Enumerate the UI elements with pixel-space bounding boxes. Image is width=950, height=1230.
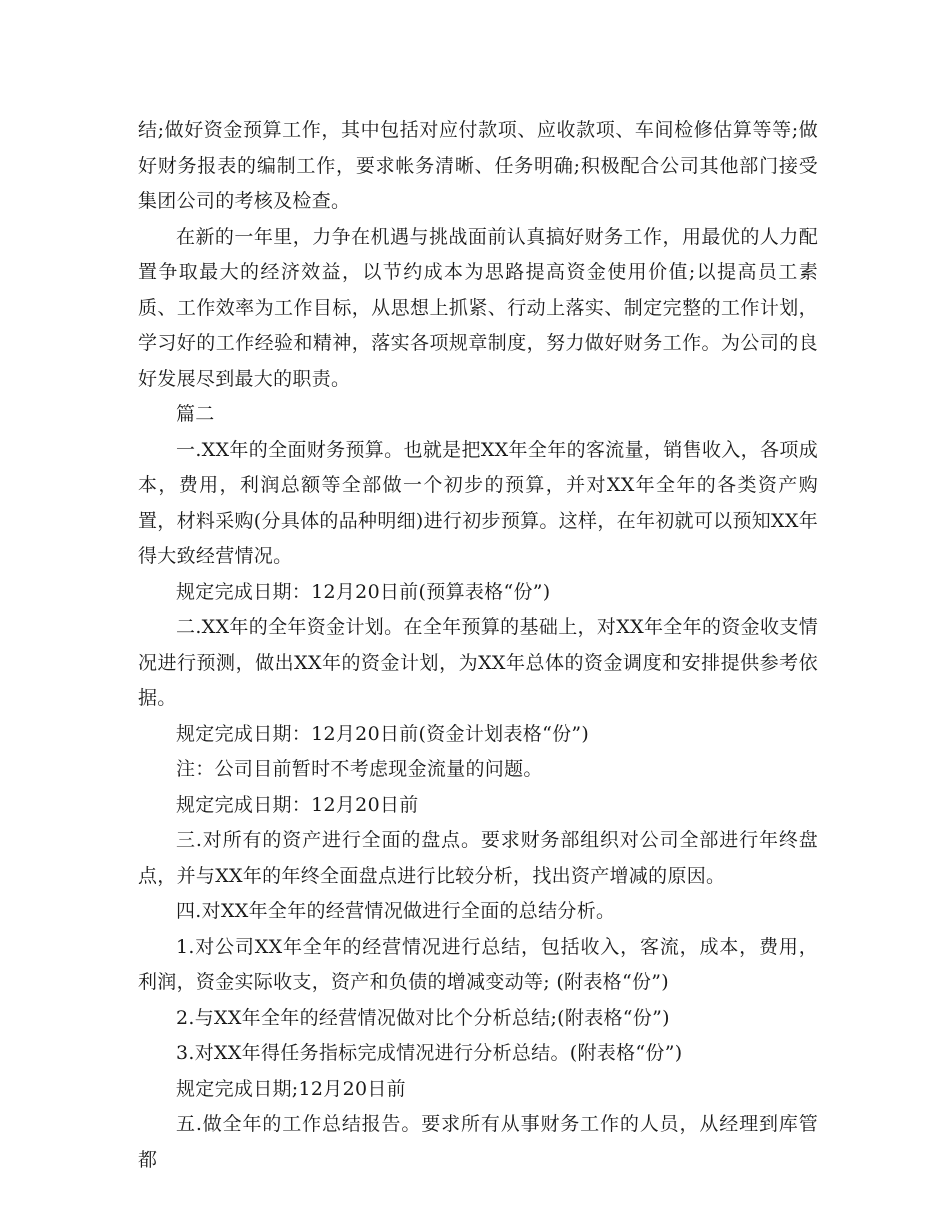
paragraph: 一.XX年的全面财务预算。也就是把XX年全年的客流量，销售收入，各项成本，费用，利润总额等全部做一个初步的预算，并对XX年全年的各类资产购置，材料采购(分具体的品种明细)进行初步预算。这样，在年初就可以预知XX年得大致经营情况。 (138, 438, 818, 567)
list-item: 2.与XX年全年的经营情况做对比个分析总结;(附表格“份”) (176, 1006, 670, 1029)
deadline-line: 规定完成日期：12月20日前 (176, 793, 419, 816)
paragraph: 五.做全年的工作总结报告。要求所有从事财务工作的人员，从经理到库管都 (138, 1113, 818, 1171)
paragraph: 在新的一年里，力争在机遇与挑战面前认真搞好财务工作，用最优的人力配置争取最大的经济效益，以节约成本为思路提高资金使用价值;以提高员工素质、工作效率为工作目标，从思想上抓紧、行动上落实、制定完整的工作计划，学习好的工作经验和精神，落实各项规章制度，努力做好财务工作。为公司的良好发展尽到最大的职责。 (138, 225, 818, 390)
paragraph: 二.XX年的全年资金计划。在全年预算的基础上，对XX年全年的资金收支情况进行预测，做出XX年的资金计划，为XX年总体的资金调度和安排提供参考依据。 (138, 616, 818, 709)
paragraph: 四.对XX年全年的经营情况做进行全面的总结分析。 (176, 900, 616, 922)
document-body (138, 113, 818, 1178)
paragraph: 三.对所有的资产进行全面的盘点。要求财务部组织对公司全部进行年终盘点，并与XX年的年终全面盘点进行比较分析，找出资产增减的原因。 (138, 829, 818, 887)
deadline-line: 规定完成日期;12月20日前 (176, 1077, 406, 1100)
deadline-line: 规定完成日期：12月20日前(预算表格“份”) (176, 580, 551, 603)
list-item: 1.对公司XX年全年的经营情况进行总结，包括收入，客流，成本，费用，利润，资金实际收支，资产和负债的增减变动等; (附表格“份”) (138, 935, 818, 993)
paragraph: 结;做好资金预算工作，其中包括对应付款项、应收款项、车间检修估算等等;做好财务报表的编制工作，要求帐务清晰、任务明确;积极配合公司其他部门接受集团公司的考核及检查。 (138, 119, 818, 212)
note-line: 注：公司目前暂时不考虑现金流量的问题。 (176, 758, 543, 780)
deadline-line: 规定完成日期：12月20日前(资金计划表格“份”) (176, 722, 590, 745)
list-item: 3.对XX年得任务指标完成情况进行分析总结。(附表格“份”) (176, 1042, 683, 1064)
section-heading: 篇二 (176, 403, 215, 425)
